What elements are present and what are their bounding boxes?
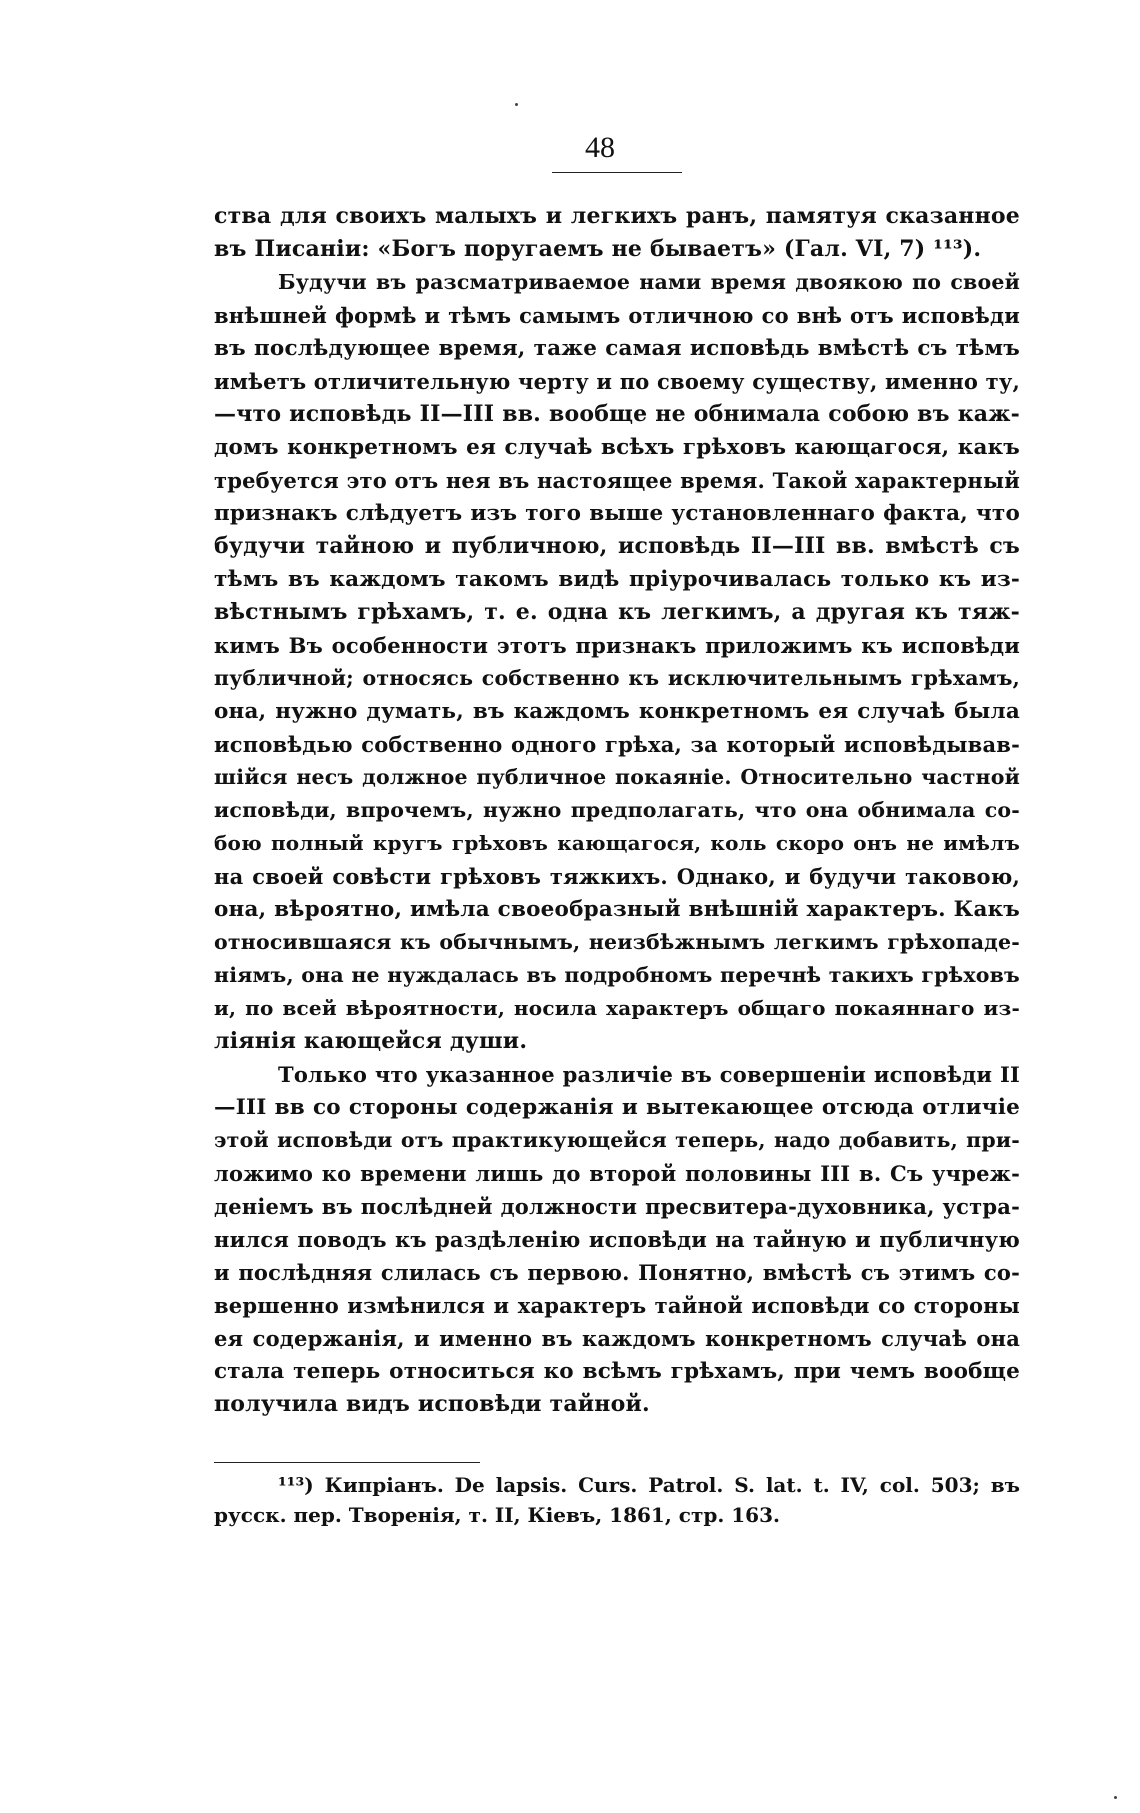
text-line: ліянія кающейся души. — [214, 1028, 528, 1054]
footnote-line: русск. пер. Творенія, т. II, Кіевъ, 1861, стр. 163. — [214, 1503, 780, 1527]
page-number-rule — [552, 172, 682, 173]
text-line: домъ конкретномъ ея случаѣ всѣхъ грѣховъ кающагося, какъ — [214, 435, 1020, 460]
text-line: относившаяся къ обычнымъ, неизбѣжнымъ легкимъ грѣхопаде- — [214, 930, 1020, 954]
text-line: вѣстнымъ грѣхамъ, т. е. одна къ легкимъ, а другая къ тяж- — [214, 599, 1020, 625]
text-line: публичной; относясь собственно къ исключительнымъ грѣхамъ, — [214, 666, 1020, 690]
text-line: ложимо ко времени лишь до второй половины III в. Съ учреж- — [214, 1161, 1020, 1186]
text-line: вершенно измѣнился и характеръ тайной исповѣди со стороны — [214, 1293, 1020, 1318]
text-line: будучи тайною и публичною, исповѣдь II—III вв. вмѣстѣ съ — [214, 533, 1020, 559]
text-line: Будучи въ разсматриваемое нами время двоякою по своей — [278, 270, 1020, 294]
text-line: шійся несъ должное публичное покаяніе. Относительно частной — [214, 765, 1020, 789]
text-line: въ Писаніи: «Богъ поругаемъ не бываетъ» (Гал. VI, 7) ¹¹³). — [214, 236, 982, 262]
text-line: кимъ Въ особенности этотъ признакъ приложимъ къ исповѣди — [214, 633, 1020, 658]
text-line: ея содержанія, и именно въ каждомъ конкретномъ случаѣ она — [214, 1326, 1020, 1351]
text-line: внѣшней формѣ и тѣмъ самымъ отличною со внѣ отъ исповѣди — [214, 303, 1020, 328]
text-line: исповѣди, впрочемъ, нужно предполагать, что она обнимала со- — [214, 798, 1020, 822]
text-line: этой исповѣди отъ практикующейся теперь, надо добавить, при- — [214, 1128, 1020, 1152]
text-line: нился поводъ къ раздѣленію исповѣди на тайную и публичную — [214, 1227, 1020, 1252]
text-line: Только что указанное различіе въ совершеніи исповѣди II — [278, 1062, 1020, 1087]
text-line: признакъ слѣдуетъ изъ того выше установленнаго факта, что — [214, 501, 1020, 526]
page-number: 48 — [585, 131, 615, 164]
footnote-rule — [214, 1462, 480, 1463]
text-line: въ послѣдующее время, таже самая исповѣдь вмѣстѣ съ тѣмъ — [214, 336, 1020, 361]
text-line: ніямъ, она не нуждалась въ подробномъ перечнѣ такихъ грѣховъ — [214, 963, 1020, 987]
text-line: деніемъ въ послѣдней должности пресвитера-духовника, устра- — [214, 1194, 1020, 1219]
main-text — [214, 200, 1020, 1421]
text-line: и послѣдняя слилась съ первою. Понятно, вмѣстѣ съ этимъ со- — [214, 1260, 1020, 1285]
text-line: требуется это отъ нея въ настоящее время. Такой характерный — [214, 468, 1020, 493]
text-line: на своей совѣсти грѣховъ тяжкихъ. Однако, и будучи таковою, — [214, 864, 1020, 889]
text-line: она, вѣроятно, имѣла своеобразный внѣшній характеръ. Какъ — [214, 897, 1020, 922]
text-line: бою полный кругъ грѣховъ кающагося, коль скоро онъ не имѣлъ — [214, 831, 1020, 855]
text-line: она, нужно думать, въ каждомъ конкретномъ ея случаѣ была — [214, 699, 1020, 724]
text-line: ства для своихъ малыхъ и легкихъ ранъ, памятуя сказанное — [214, 203, 1020, 229]
text-line: —III вв со стороны содержанія и вытекающее отсюда отличіе — [214, 1095, 1020, 1120]
text-line: получила видъ исповѣди тайной. — [214, 1391, 650, 1417]
scan-speck — [1114, 1796, 1117, 1799]
text-line: стала теперь относиться ко всѣмъ грѣхамъ, при чемъ вообще — [214, 1359, 1020, 1384]
text-line: тѣмъ въ каждомъ такомъ видѣ пріурочивалась только къ из- — [214, 567, 1020, 592]
text-line: исповѣдью собственно одного грѣха, за который исповѣдывав- — [214, 732, 1020, 757]
text-line: имѣетъ отличительную черту и по своему существу, именно ту, — [214, 369, 1020, 394]
text-line: и, по всей вѣроятности, носила характеръ общаго покаяннаго из- — [214, 996, 1020, 1020]
footnote-line: ¹¹³) Кипріанъ. De lapsis. Curs. Patrol. S. lat. t. IV, col. 503; въ — [278, 1473, 1020, 1497]
footnotes — [214, 1470, 1020, 1530]
text-line: —что исповѣдь II—III вв. вообще не обнимала собою въ каж- — [214, 401, 1020, 427]
scan-speck — [515, 103, 518, 106]
